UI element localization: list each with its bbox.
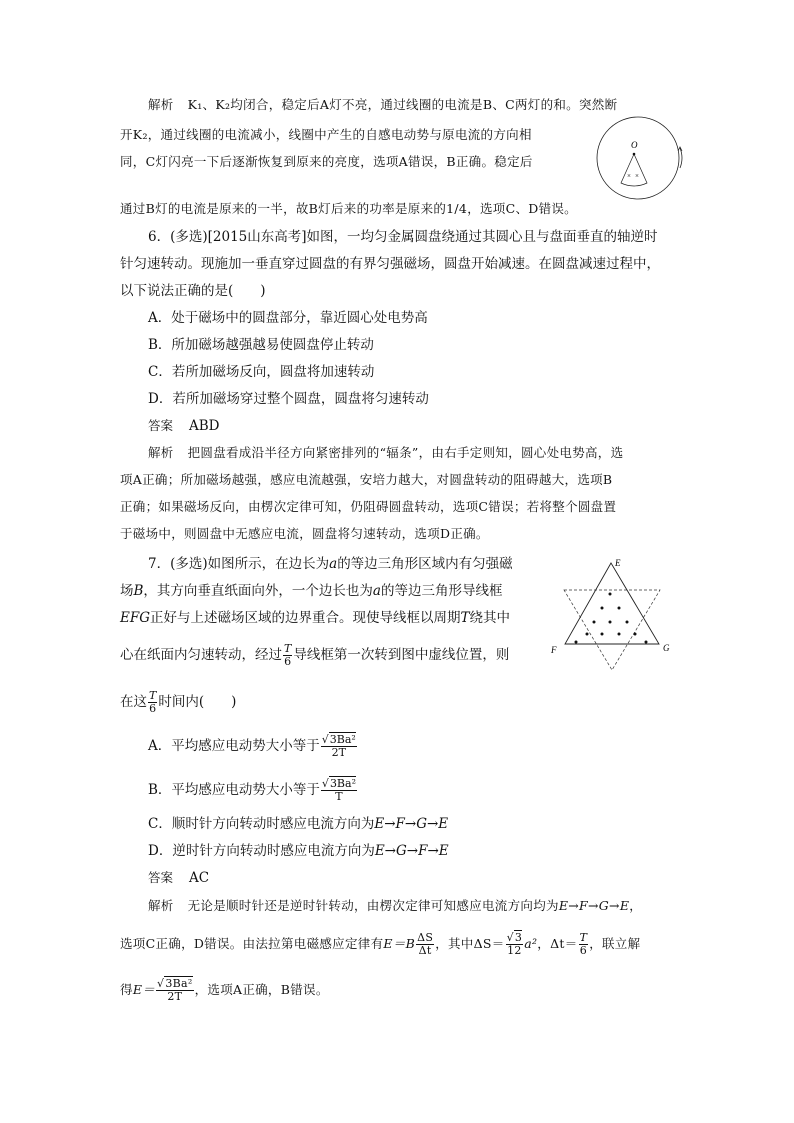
vertex-e-label: E xyxy=(615,558,621,568)
q6-option-a: A．处于磁场中的圆盘部分，靠近圆心处电势高 xyxy=(148,310,428,326)
sol5-text1: K₁、K₂均闭合，稳定后A灯不亮，通过线圈的电流是B、C两灯的和。突然断 xyxy=(187,97,618,112)
solution-label: 解析 xyxy=(148,898,174,913)
q7-answer xyxy=(148,868,209,888)
emf-fraction-a: $\frac{\text{√3Ba²}}{2T}$ xyxy=(321,733,356,759)
emf-fraction-b: $\frac{\text{√3Ba²}}{T}$ xyxy=(321,777,356,803)
q7-stem-line1: 7．(多选)如图所示，在边长为a的等边三角形区域内有匀强磁 xyxy=(148,556,513,572)
field-region-triangle xyxy=(565,563,659,644)
q7-answer-value: AC xyxy=(189,870,210,886)
q6-sol-line4: 于磁场中，则圆盘中无感应电流，圆盘将匀速转动，选项D正确。 xyxy=(120,526,489,541)
q6-stem-line3: 以下说法正确的是( ) xyxy=(120,283,266,299)
sqrt3-over-12: $\frac{√3}{12}$ xyxy=(506,931,523,957)
q7-stem-line3: EFG正好与上述磁场区域的边界重合。现使导线框以周期T绕其中 xyxy=(120,610,511,626)
field-cross-1: × xyxy=(627,172,631,180)
field-dots xyxy=(575,593,648,644)
solution-label: 解析 xyxy=(148,445,174,460)
q7-sol-line2: 选项C正确，D错误。由法拉第电磁感应定律有E＝B $\frac{\Delta S}{\Delta t}$ ，其中ΔS＝ $\frac{√3}{12}$ a²，Δt＝ $\frac{T}{6}$ ，联立解 xyxy=(120,931,641,957)
solution-label: 解析 xyxy=(148,97,174,112)
sol5-line2: 开K₂，通过线圈的电流减小，线圈中产生的自感电动势与原电流的方向相 xyxy=(120,127,532,142)
q7-sol-line1: 解析 无论是顺时针还是逆时针转动，由楞次定律可知感应电流方向均为E→F→G→E， xyxy=(148,898,643,913)
q6-answer-value: ABD xyxy=(189,418,220,434)
current-path-d: E→G→F→E xyxy=(374,843,449,859)
q6-option-b: B．所加磁场越强越易使圆盘停止转动 xyxy=(148,337,374,353)
disc-outline xyxy=(597,117,679,199)
var-a: a xyxy=(372,583,381,599)
q6-option-c: C．若所加磁场反向，圆盘将加速转动 xyxy=(148,364,375,380)
q6-sol-line2: 项A正确；所加磁场越强，感应电流越强，安培力越大，对圆盘转动的阻碍越大，选项B xyxy=(120,472,613,487)
rotated-frame-dashed xyxy=(564,590,660,670)
q6-sol-line3: 正确；如果磁场反向，由楞次定律可知，仍阻碍圆盘转动，选项C错误；若将整个圆盘置 xyxy=(120,499,617,514)
fraction-t-over-6: $\frac{T}{6}$ xyxy=(284,642,292,668)
var-B: B xyxy=(133,583,144,599)
current-path-sol: E→F→G→E xyxy=(558,898,630,913)
q7-option-b: B．平均感应电动势大小等于 $\frac{\text{√3Ba²}}{T}$ xyxy=(148,777,356,803)
current-path-c: E→F→G→E xyxy=(374,816,449,832)
disc-center-dot xyxy=(633,153,636,156)
q7-stem-line2: 场B，其方向垂直纸面向外，一个边长也为a的等边三角形导线框 xyxy=(120,583,503,599)
triangle-field-figure xyxy=(544,556,680,674)
answer-label: 答案 xyxy=(148,418,174,433)
q7-stem-line4: 心在纸面内匀速转动，经过 $\frac{T}{6}$ 导线框第一次转到图中虚线位置，则 xyxy=(120,642,510,668)
answer-label: 答案 xyxy=(148,870,174,885)
q6-sol-line1 xyxy=(148,443,623,463)
q6-stem-line2: 针匀速转动。现施加一垂直穿过圆盘的有界匀强磁场，圆盘开始减速。在圆盘减速过程中， xyxy=(120,256,660,272)
sol5-line3: 同，C灯闪亮一下后逐渐恢复到原来的亮度，选项A错误，B正确。稳定后 xyxy=(120,154,533,169)
delta-s-over-delta-t: $\frac{\Delta S}{\Delta t}$ xyxy=(417,931,434,957)
q6-stem-line1: 6．(多选)[2015山东高考]如图，一均匀金属圆盘绕通过其圆心且与盘面垂直的轴逆时 xyxy=(148,229,658,245)
field-cross-2: × xyxy=(635,172,639,180)
var-a: a xyxy=(329,556,338,572)
q6-sol-text1: 把圆盘看成沿半径方向紧密排列的“辐条”，由右手定则知，圆心处电势高，选 xyxy=(187,445,624,460)
sol5-line1 xyxy=(148,95,617,115)
q7-sol-line3: 得E＝ $\frac{\text{√3Ba²}}{2T}$ ，选项A正确，B错误。 xyxy=(120,977,329,1003)
vertex-g-label: G xyxy=(663,643,670,653)
q7-option-a: A．平均感应电动势大小等于 $\frac{\text{√3Ba²}}{2T}$ xyxy=(148,733,356,759)
frame-name: EFG xyxy=(120,610,151,626)
q6-option-d: D．若所加磁场穿过整个圆盘，圆盘将匀速转动 xyxy=(148,391,429,407)
q7-stem-line5: 在这 $\frac{T}{6}$ 时间内( ) xyxy=(120,689,237,715)
center-label: O xyxy=(631,140,638,150)
emf-result-fraction: $\frac{\text{√3Ba²}}{2T}$ xyxy=(157,977,193,1003)
fraction-t-over-6: $\frac{T}{6}$ xyxy=(149,689,157,715)
var-T: T xyxy=(460,610,470,626)
magnetic-field-sector xyxy=(621,154,647,186)
vertex-f-label: F xyxy=(551,645,557,655)
sol5-line4: 通过B灯的电流是原来的一半，故B灯后来的功率是原来的1/4，选项C、D错误。 xyxy=(120,201,577,216)
q7-option-d: D．逆时针方向转动时感应电流方向为E→G→F→E xyxy=(148,843,449,859)
rotating-disc-figure xyxy=(594,112,686,204)
q7-option-c: C．顺时针方向转动时感应电流方向为E→F→G→E xyxy=(148,816,449,832)
t-over-6: $\frac{T}{6}$ xyxy=(579,931,588,957)
q6-answer xyxy=(148,416,220,436)
